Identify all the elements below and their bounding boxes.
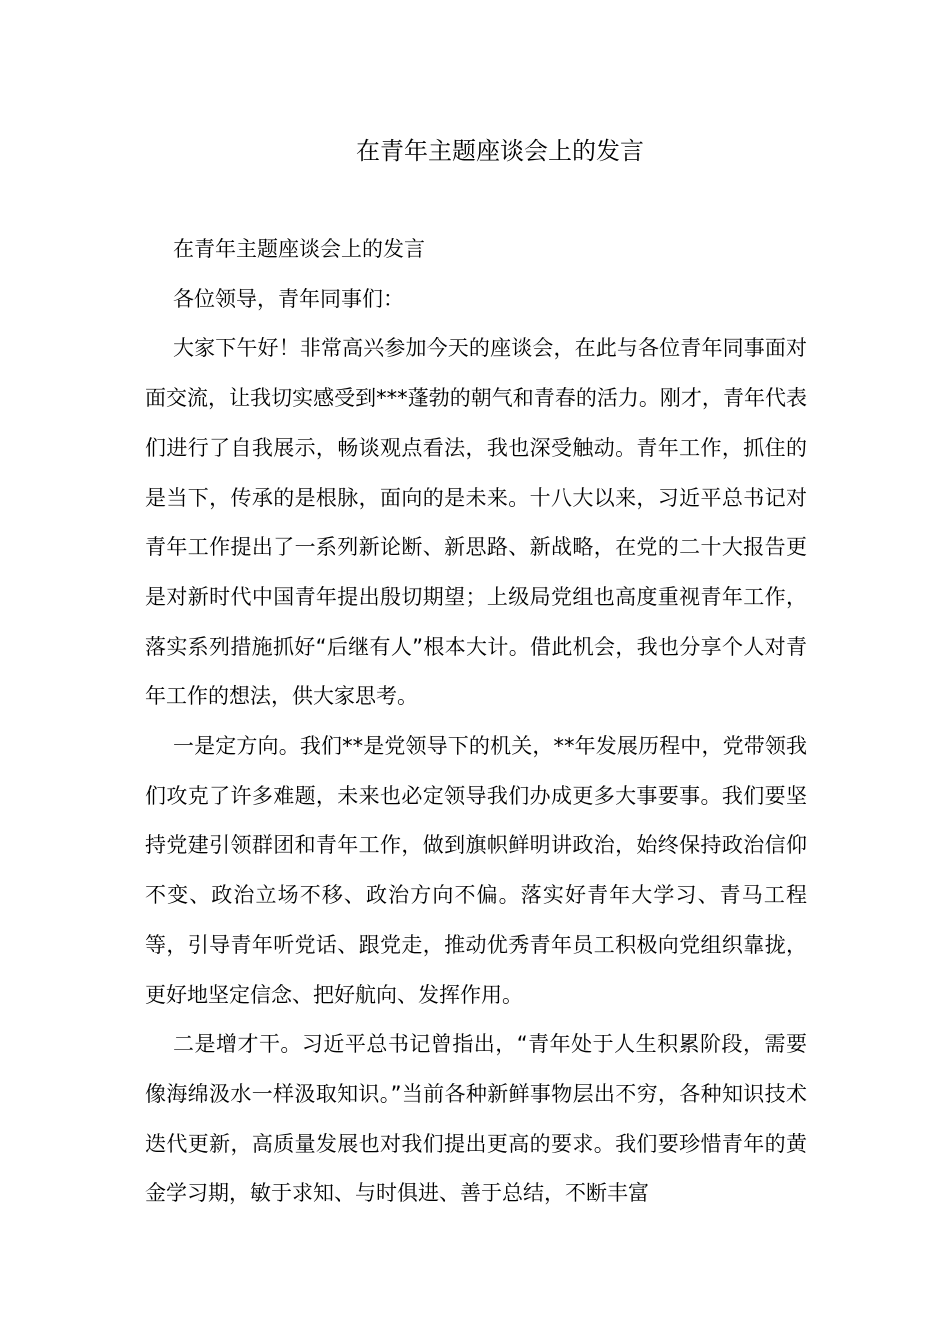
paragraph-heading: 在青年主题座谈会上的发言: [173, 237, 425, 261]
paragraph-direction: 一是定方向。我们**是党领导下的机关，**年发展历程中，党带领我们攻克了许多难题，未来也必定领导我们办成更多大事要事。我们要坚持党建引领群团和青年工作，做到旗帜鲜明讲政治，始终保持政治信仰不变、政治立场不移、政治方向不偏。落实好青年大学习、青马工程等，引导青年听党话、跟党走，推动优秀青年员工积极向党组织靠拢，更好地坚定信念、把好航向、发挥作用。: [145, 734, 807, 1007]
document-title: 在青年主题座谈会上的发言: [356, 137, 644, 165]
paragraph-skills: 二是增才干。习近平总书记曾指出，“青年处于人生积累阶段，需要像海绵汲水一样汲取知识。”当前各种新鲜事物层出不穷，各种知识技术迭代更新，高质量发展也对我们提出更高的要求。我们要珍惜青年的黄金学习期，敏于求知、与时俱进、善于总结，不断丰富: [145, 1032, 807, 1206]
document-body: [145, 225, 807, 1219]
paragraph-opening: 大家下午好！非常高兴参加今天的座谈会，在此与各位青年同事面对面交流，让我切实感受到***蓬勃的朝气和青春的活力。刚才，青年代表们进行了自我展示，畅谈观点看法，我也深受触动。青年工作，抓住的是当下，传承的是根脉，面向的是未来。十八大以来，习近平总书记对青年工作提出了一系列新论断、新思路、新战略，在党的二十大报告更是对新时代中国青年提出殷切期望；上级局党组也高度重视青年工作，落实系列措施抓好“后继有人”根本大计。借此机会，我也分享个人对青年工作的想法，供大家思考。: [145, 336, 807, 709]
paragraph-salutation: 各位领导，青年同事们：: [173, 286, 404, 311]
